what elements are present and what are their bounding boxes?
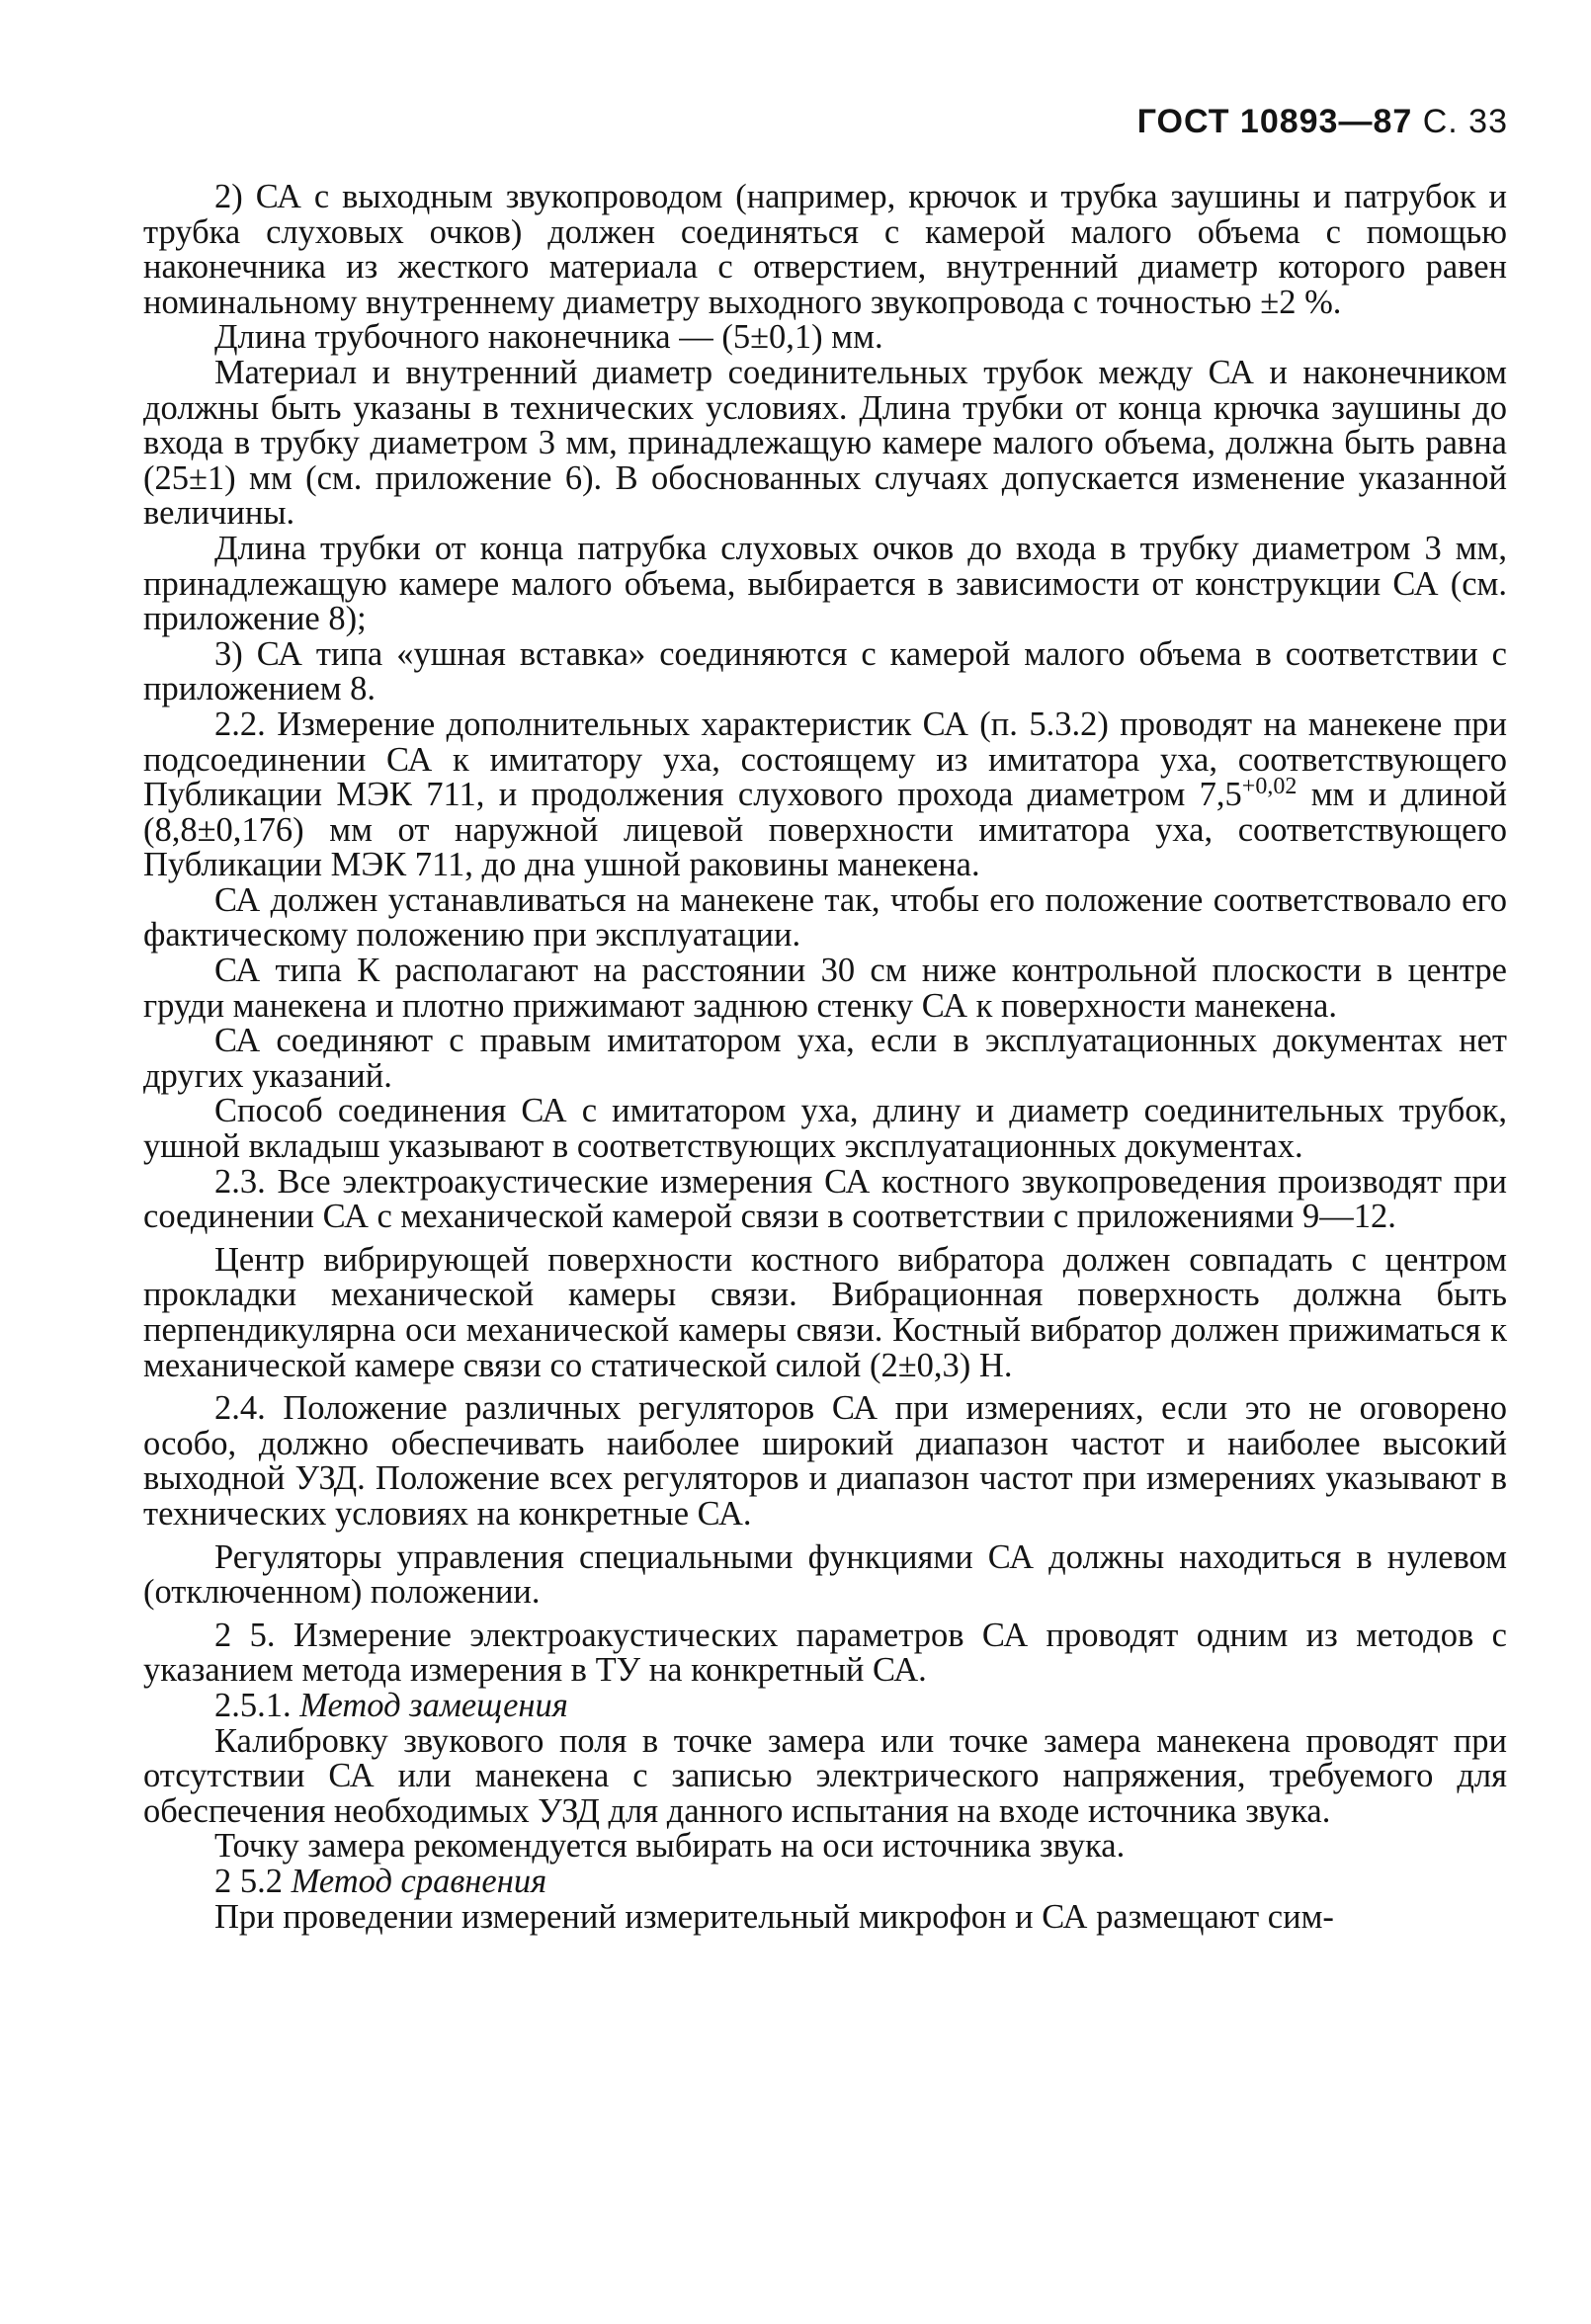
section-number: 2.5.1. — [214, 1686, 300, 1724]
section-title: Метод сравнения — [291, 1862, 547, 1900]
tolerance-superscript: +0,02 — [1241, 774, 1298, 800]
page-number: С. 33 — [1422, 103, 1508, 140]
paragraph-text: мм и длиной (8,8±0,176) мм от наружной лицевой поверхности имитатора уха, соответствующего Публикации МЭК 711, до дна ушной раковины манекена. — [143, 776, 1507, 884]
paragraph: СА должен устанавливаться на манекене так, чтобы его положение соответствовало его фактическому положению при эксплуатации. — [143, 880, 1507, 954]
paragraph: Длина трубочного наконечника — (5±0,1) мм. — [214, 318, 883, 357]
paragraph: Длина трубки от конца патрубка слуховых очков до входа в трубку диаметром 3 мм, принадлежащую камере малого объема, выбирается в зависимости от конструкции СА (см. приложение 8); — [143, 529, 1507, 638]
paragraph: 2.3. Все электроакустические измерения СА костного звукопроведения производят при соединении СА с механической камерой связи в соответствии с приложениями 9—12. — [143, 1162, 1507, 1236]
page-header — [1137, 103, 1508, 141]
paragraph: 2) СА с выходным звукопроводом (например, крючок и трубка заушины и патрубок и трубка слуховых очков) должен соединяться с камерой малого объема с помощью наконечника из жесткого материала с отверстием, внутренний диаметр которого равен номинальному внутреннему диаметру выходного звукопровода с точностью ±2 %. — [143, 178, 1507, 321]
standard-number: ГОСТ 10893—87 — [1136, 103, 1413, 140]
paragraph: Центр вибрирующей поверхности костного вибратора должен совпадать с центром прокладки механической камеры связи. Вибрационная поверхность должна быть перпендикулярна оси механической камеры связи. Костный вибратор должен прижиматься к механической камере связи со статической силой (2±0,3) Н. — [143, 1240, 1507, 1384]
paragraph-2-2 — [143, 707, 1507, 883]
section-heading-2-5-1 — [143, 1686, 1507, 1724]
document-body — [143, 180, 1507, 1935]
section-title: Метод замещения — [299, 1686, 568, 1724]
paragraph: 3) СА типа «ушная вставка» соединяются с камерой малого объема в соответствии с приложением 8. — [143, 634, 1507, 708]
paragraph-text: 2.2. Измерение дополнительных характеристик СА (п. 5.3.2) проводят на манекене при подсоединении СА к имитатору уха, состоящему из имитатора уха, соответствующего Публикации МЭК 711, и продолжения слухового прохода диаметром 7,5 — [143, 705, 1507, 814]
paragraph: Калибровку звукового поля в точке замера или точке замера манекена проводят при отсутствии СА или манекена с записью электрического напряжения, требуемого для обеспечения необходимых УЗД для данного испытания на входе источника звука. — [143, 1721, 1507, 1830]
section-heading-2-5-2 — [143, 1862, 1507, 1900]
paragraph: Способ соединения СА с имитатором уха, длину и диаметр соединительных трубок, ушной вкладыш указывают в соответствующих эксплуатационных документах. — [143, 1092, 1507, 1166]
paragraph: СА типа К располагают на расстоянии 30 см ниже контрольной плоскости в центре груди манекена и плотно прижимают заднюю стенку СА к поверхности манекена. — [143, 952, 1507, 1025]
paragraph: Точку замера рекомендуется выбирать на оси источника звука. — [214, 1827, 1126, 1866]
paragraph: Материал и внутренний диаметр соединительных трубок между СА и наконечником должны быть указаны в технических условиях. Длина трубки от конца крючка заушины до входа в трубку диаметром 3 мм, принадлежащую камере малого объема, должна быть равна (25±1) мм (см. приложение 6). В обоснованных случаях допускается изменение указанной величины. — [143, 353, 1507, 533]
paragraph: 2 5. Измерение электроакустических параметров СА проводят одним из методов с указанием метода измерения в ТУ на конкретный СА. — [143, 1616, 1507, 1690]
section-number: 2 5.2 — [214, 1862, 292, 1900]
paragraph: Регуляторы управления специальными функциями СА должны находиться в нулевом (отключенном) положении. — [143, 1537, 1507, 1612]
paragraph: 2.4. Положение различных регуляторов СА при измерениях, если это не оговорено особо, должно обеспечивать наиболее широкий диапазон частот и наиболее высокий выходной УЗД. Положение всех регуляторов и диапазон частот при измерениях указывают в технических условиях на конкретные СА. — [143, 1389, 1507, 1533]
paragraph: СА соединяют с правым имитатором уха, если в эксплуатационных документах нет других указаний. — [143, 1022, 1507, 1095]
paragraph: При проведении измерений измерительный микрофон и СА размещают сим- — [214, 1897, 1334, 1936]
